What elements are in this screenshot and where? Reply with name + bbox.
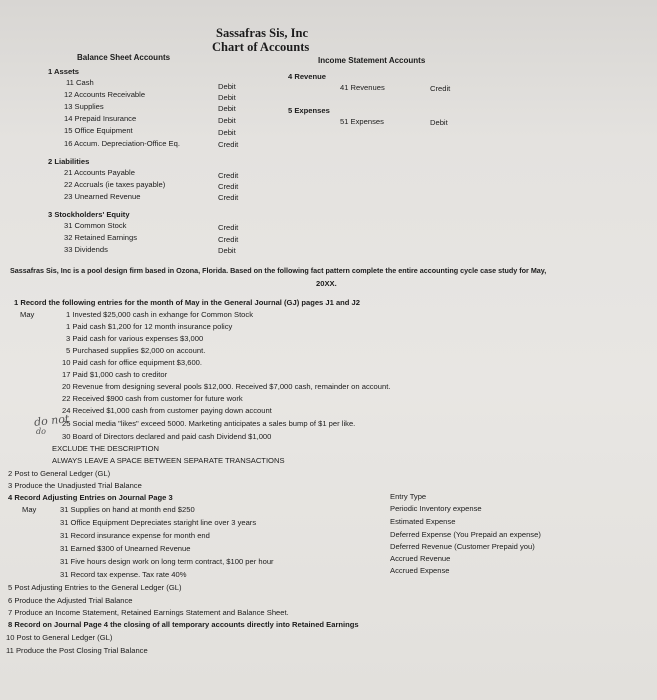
- account-type: Credit: [218, 182, 239, 191]
- chart-of-accounts-title: Chart of Accounts: [212, 40, 310, 54]
- step-8: 8 Record on Journal Page 4 the closing of all temporary accounts directly into Retained Earnings: [8, 620, 359, 629]
- journal-entry: 10 Paid cash for office equipment $3,600.: [62, 358, 203, 367]
- step-1-month: May: [20, 310, 35, 319]
- company-title: Sassafras Sis, Inc: [216, 26, 309, 40]
- handwritten-note: do: [36, 427, 46, 436]
- account-name: 31 Common Stock: [64, 221, 127, 230]
- step-5: 5 Post Adjusting Entries to the General Ledger (GL): [8, 583, 182, 592]
- account-type: Debit: [430, 118, 448, 127]
- group-liabilities-label: 2 Liabilities: [48, 157, 90, 166]
- account-type: Credit: [218, 235, 239, 244]
- adjusting-entry: 31 Record tax expense. Tax rate 40%: [60, 570, 187, 579]
- entry-type: Estimated Expense: [390, 517, 456, 526]
- adjusting-entry: 31 Record insurance expense for month end: [60, 531, 210, 540]
- account-name: 32 Retained Earnings: [64, 233, 138, 242]
- step-11: 11 Produce the Post Closing Trial Balance: [6, 646, 148, 655]
- journal-entry: 5 Purchased supplies $2,000 on account.: [66, 346, 206, 355]
- journal-entry: 1 Invested $25,000 cash in exhange for Common Stock: [66, 310, 254, 319]
- account-type: Credit: [218, 140, 239, 149]
- step-1-note-1: EXCLUDE THE DESCRIPTION: [52, 444, 160, 453]
- account-type: Debit: [218, 104, 236, 113]
- journal-entry: 22 Received $900 cash from customer for future work: [62, 394, 243, 403]
- account-type: Credit: [430, 84, 451, 93]
- entry-type: Periodic Inventory expense: [390, 504, 482, 513]
- journal-entry: 30 Board of Directors declared and paid cash Dividend $1,000: [62, 432, 272, 441]
- account-name: 51 Expenses: [340, 117, 384, 126]
- account-name: 14 Prepaid Insurance: [64, 114, 137, 123]
- adjusting-entry: 31 Office Equipment Depreciates staright line over 3 years: [60, 518, 257, 527]
- journal-entry: 1 Paid cash $1,200 for 12 month insurance policy: [66, 322, 233, 331]
- journal-entry: 25 Social media "likes" exceed 5000. Marketing anticipates a sales bump of $1 per like.: [62, 419, 356, 428]
- intro-line-1: Sassafras Sis, Inc is a pool design firm based in Ozona, Florida. Based on the following fact pattern complete the entire accounting cycle case study for May,: [10, 266, 547, 275]
- account-name: 23 Unearned Revenue: [64, 192, 141, 201]
- group-equity-label: 3 Stockholders' Equity: [48, 210, 130, 219]
- group-revenue-label: 4 Revenue: [288, 72, 326, 81]
- entry-type-header: Entry Type: [390, 492, 427, 501]
- step-6: 6 Produce the Adjusted Trial Balance: [8, 596, 133, 605]
- adjusting-entry: 31 Five hours design work on long term contract, $100 per hour: [60, 557, 274, 566]
- account-name: 22 Accruals (ie taxes payable): [64, 180, 166, 189]
- group-assets-label: 1 Assets: [48, 67, 79, 76]
- account-type: Debit: [218, 246, 236, 255]
- account-name: 13 Supplies: [64, 102, 104, 111]
- account-name: 21 Accounts Payable: [64, 168, 135, 177]
- adjusting-entry: 31 Earned $300 of Unearned Revenue: [60, 544, 191, 553]
- account-name: 15 Office Equipment: [64, 126, 133, 135]
- step-1-note-2: ALWAYS LEAVE A SPACE BETWEEN SEPARATE TRANSACTIONS: [52, 456, 285, 465]
- entry-type: Accrued Expense: [390, 566, 450, 575]
- balance-sheet-heading: Balance Sheet Accounts: [77, 53, 171, 62]
- journal-entry: 17 Paid $1,000 cash to creditor: [62, 370, 168, 379]
- step-4-month: May: [22, 505, 37, 514]
- journal-entry: 3 Paid cash for various expenses $3,000: [66, 334, 204, 343]
- account-name: 33 Dividends: [64, 245, 108, 254]
- entry-type: Accrued Revenue: [390, 554, 451, 563]
- handwritten-note: do not: [33, 412, 70, 429]
- income-statement-heading: Income Statement Accounts: [318, 56, 426, 65]
- account-name: 12 Accounts Receivable: [64, 90, 146, 99]
- step-7: 7 Produce an Income Statement, Retained Earnings Statement and Balance Sheet.: [8, 608, 289, 617]
- entry-type: Deferred Expense (You Prepaid an expense): [390, 530, 541, 539]
- account-name: 41 Revenues: [340, 83, 385, 92]
- adjusting-entry: 31 Supplies on hand at month end $250: [60, 505, 195, 514]
- intro-line-2: 20XX.: [316, 279, 337, 288]
- account-type: Debit: [218, 116, 236, 125]
- entry-type: Deferred Revenue (Customer Prepaid you): [390, 542, 535, 551]
- account-type: Debit: [218, 93, 236, 102]
- account-name: 11 Cash: [66, 78, 94, 87]
- journal-entry: 20 Revenue from designing several pools $12,000. Received $7,000 cash, remainder on account.: [62, 382, 391, 391]
- step-2: 2 Post to General Ledger (GL): [8, 469, 111, 478]
- step-10: 10 Post to General Ledger (GL): [6, 633, 113, 642]
- account-name: 16 Accum. Depreciation-Office Eq.: [64, 139, 180, 148]
- account-type: Credit: [218, 171, 239, 180]
- account-type: Debit: [218, 128, 236, 137]
- journal-entry: 24 Received $1,000 cash from customer paying down account: [62, 406, 272, 415]
- group-expenses-label: 5 Expenses: [288, 106, 330, 115]
- step-3: 3 Produce the Unadjusted Trial Balance: [8, 481, 142, 490]
- account-type: Credit: [218, 193, 239, 202]
- step-4-title: 4 Record Adjusting Entries on Journal Page 3: [8, 493, 173, 502]
- account-type: Credit: [218, 223, 239, 232]
- account-type: Debit: [218, 82, 236, 91]
- step-1-title: 1 Record the following entries for the month of May in the General Journal (GJ) pages J1 and J2: [14, 298, 360, 307]
